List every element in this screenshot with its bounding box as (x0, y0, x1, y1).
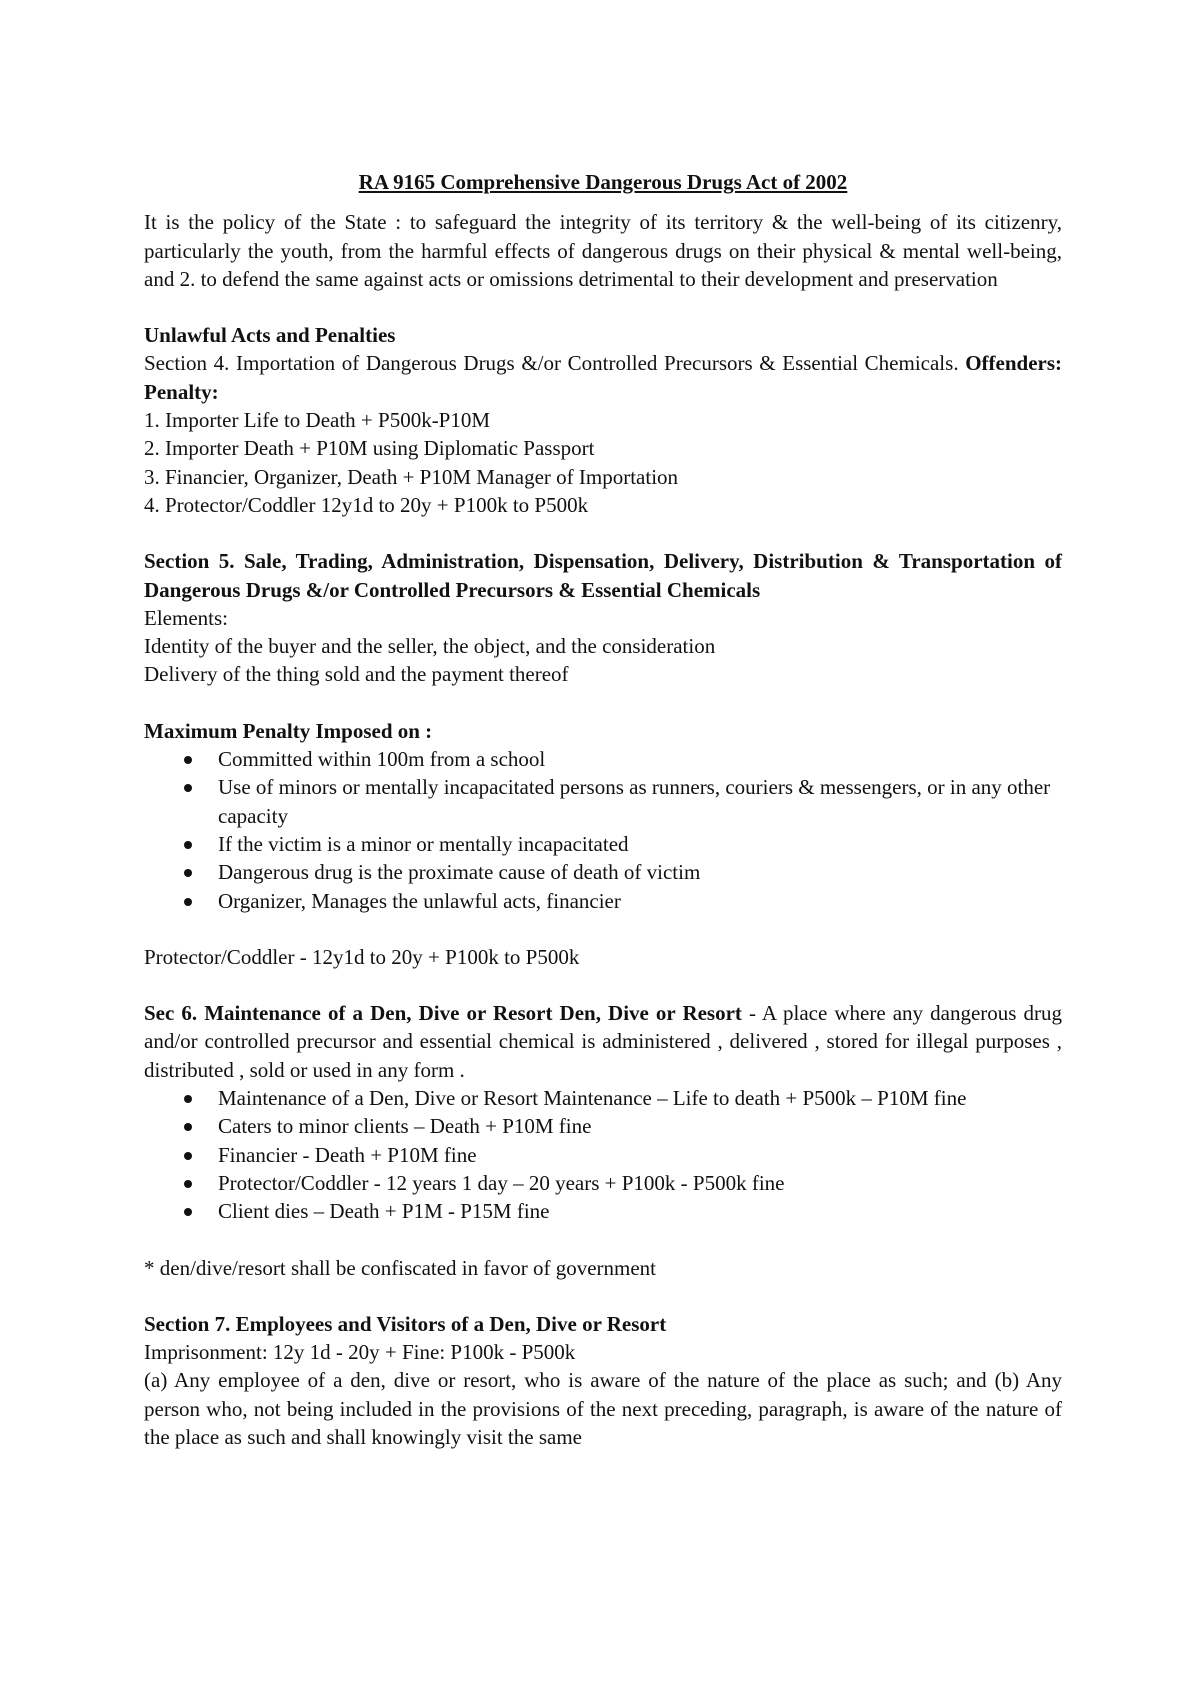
bullet-icon (184, 869, 192, 877)
bullet-icon (184, 1208, 192, 1216)
spacer (144, 915, 1062, 943)
list-item: Financier - Death + P10M fine (144, 1141, 1062, 1169)
section6-heading: Sec 6. Maintenance of a Den, Dive or Resort Den, Dive or Resort (144, 1001, 742, 1026)
list-item: Protector/Coddler - 12 years 1 day – 20 years + P100k - P500k fine (144, 1169, 1062, 1197)
section6-text: - A place where any dangerous drug and/or controlled precursor and essential chemical is administered , delivered , stored for illegal purposes , distributed , sold or used in any form . (144, 1001, 1063, 1082)
section4-paragraph (144, 349, 1062, 406)
max-penalty-list (144, 745, 1062, 915)
list-item: Committed within 100m from a school (144, 745, 1062, 773)
spacer (144, 971, 1062, 999)
spacer (144, 1226, 1062, 1254)
section5-heading: Section 5. Sale, Trading, Administration, Dispensation, Delivery, Distribution & Transportation of Dangerous Drugs &/or Controlled Precursors & Essential Chemicals (144, 549, 1062, 602)
section5-elements-label: Elements: (144, 605, 228, 630)
spacer (144, 519, 1062, 547)
section7-imprisonment: Imprisonment: 12y 1d - 20y + Fine: P100k - P500k (144, 1340, 576, 1365)
spacer (144, 1282, 1062, 1310)
bullet-icon (184, 784, 192, 792)
section7-heading: Section 7. Employees and Visitors of a Den, Dive or Resort (144, 1311, 667, 1336)
list-item: If the victim is a minor or mentally incapacitated (144, 830, 1062, 858)
list-item: Client dies – Death + P1M - P15M fine (144, 1197, 1062, 1225)
document-page (144, 168, 1062, 1451)
document-title: RA 9165 Comprehensive Dangerous Drugs Act of 2002 (358, 170, 848, 194)
list-item: Use of minors or mentally incapacitated persons as runners, couriers & messengers, or in any other capacity (144, 773, 1062, 830)
spacer (144, 293, 1062, 321)
spacer (144, 689, 1062, 717)
unlawful-heading: Unlawful Acts and Penalties (144, 323, 396, 348)
section4-item: 1. Importer Life to Death + P500k-P10M (144, 408, 491, 433)
section7-paragraph: (a) Any employee of a den, dive or resort, who is aware of the nature of the place as such; and (b) Any person who, not being included in the provisions of the next preceding, paragraph, is aware of the nature of the place as such and shall knowingly visit the same (144, 1368, 1062, 1449)
bullet-icon (184, 1123, 192, 1131)
max-penalty-heading: Maximum Penalty Imposed on : (144, 718, 433, 743)
section5-element: Delivery of the thing sold and the payment thereof (144, 662, 569, 687)
bullet-icon (184, 898, 192, 906)
bullet-icon (184, 756, 192, 764)
section6-note: * den/dive/resort shall be confiscated in favor of government (144, 1255, 656, 1280)
protector-line: Protector/Coddler - 12y1d to 20y + P100k to P500k (144, 944, 580, 969)
bullet-icon (184, 1180, 192, 1188)
list-item: Maintenance of a Den, Dive or Resort Maintenance – Life to death + P500k – P10M fine (144, 1084, 1062, 1112)
section4-item: 2. Importer Death + P10M using Diplomatic Passport (144, 436, 595, 461)
section6-paragraph (144, 999, 1062, 1084)
list-item: Organizer, Manages the unlawful acts, financier (144, 887, 1062, 915)
section4-offenders-label: Offenders: Penalty: (144, 351, 1062, 404)
section4-text: Section 4. Importation of Dangerous Drugs &/or Controlled Precursors & Essential Chemicals. (144, 351, 959, 376)
section6-list (144, 1084, 1062, 1225)
section5-element: Identity of the buyer and the seller, the object, and the consideration (144, 634, 716, 659)
list-item: Dangerous drug is the proximate cause of death of victim (144, 858, 1062, 886)
list-item: Caters to minor clients – Death + P10M fine (144, 1112, 1062, 1140)
policy-paragraph: It is the policy of the State : to safeguard the integrity of its territory & the well-being of its citizenry, particularly the youth, from the harmful effects of dangerous drugs on their physical & mental well-being, and 2. to defend the same against acts or omissions detrimental to their development and preservation (144, 210, 1062, 291)
section4-item: 3. Financier, Organizer, Death + P10M Manager of Importation (144, 464, 679, 489)
bullet-icon (184, 841, 192, 849)
bullet-icon (184, 1095, 192, 1103)
bullet-icon (184, 1152, 192, 1160)
section4-item: 4. Protector/Coddler 12y1d to 20y + P100k to P500k (144, 492, 589, 517)
